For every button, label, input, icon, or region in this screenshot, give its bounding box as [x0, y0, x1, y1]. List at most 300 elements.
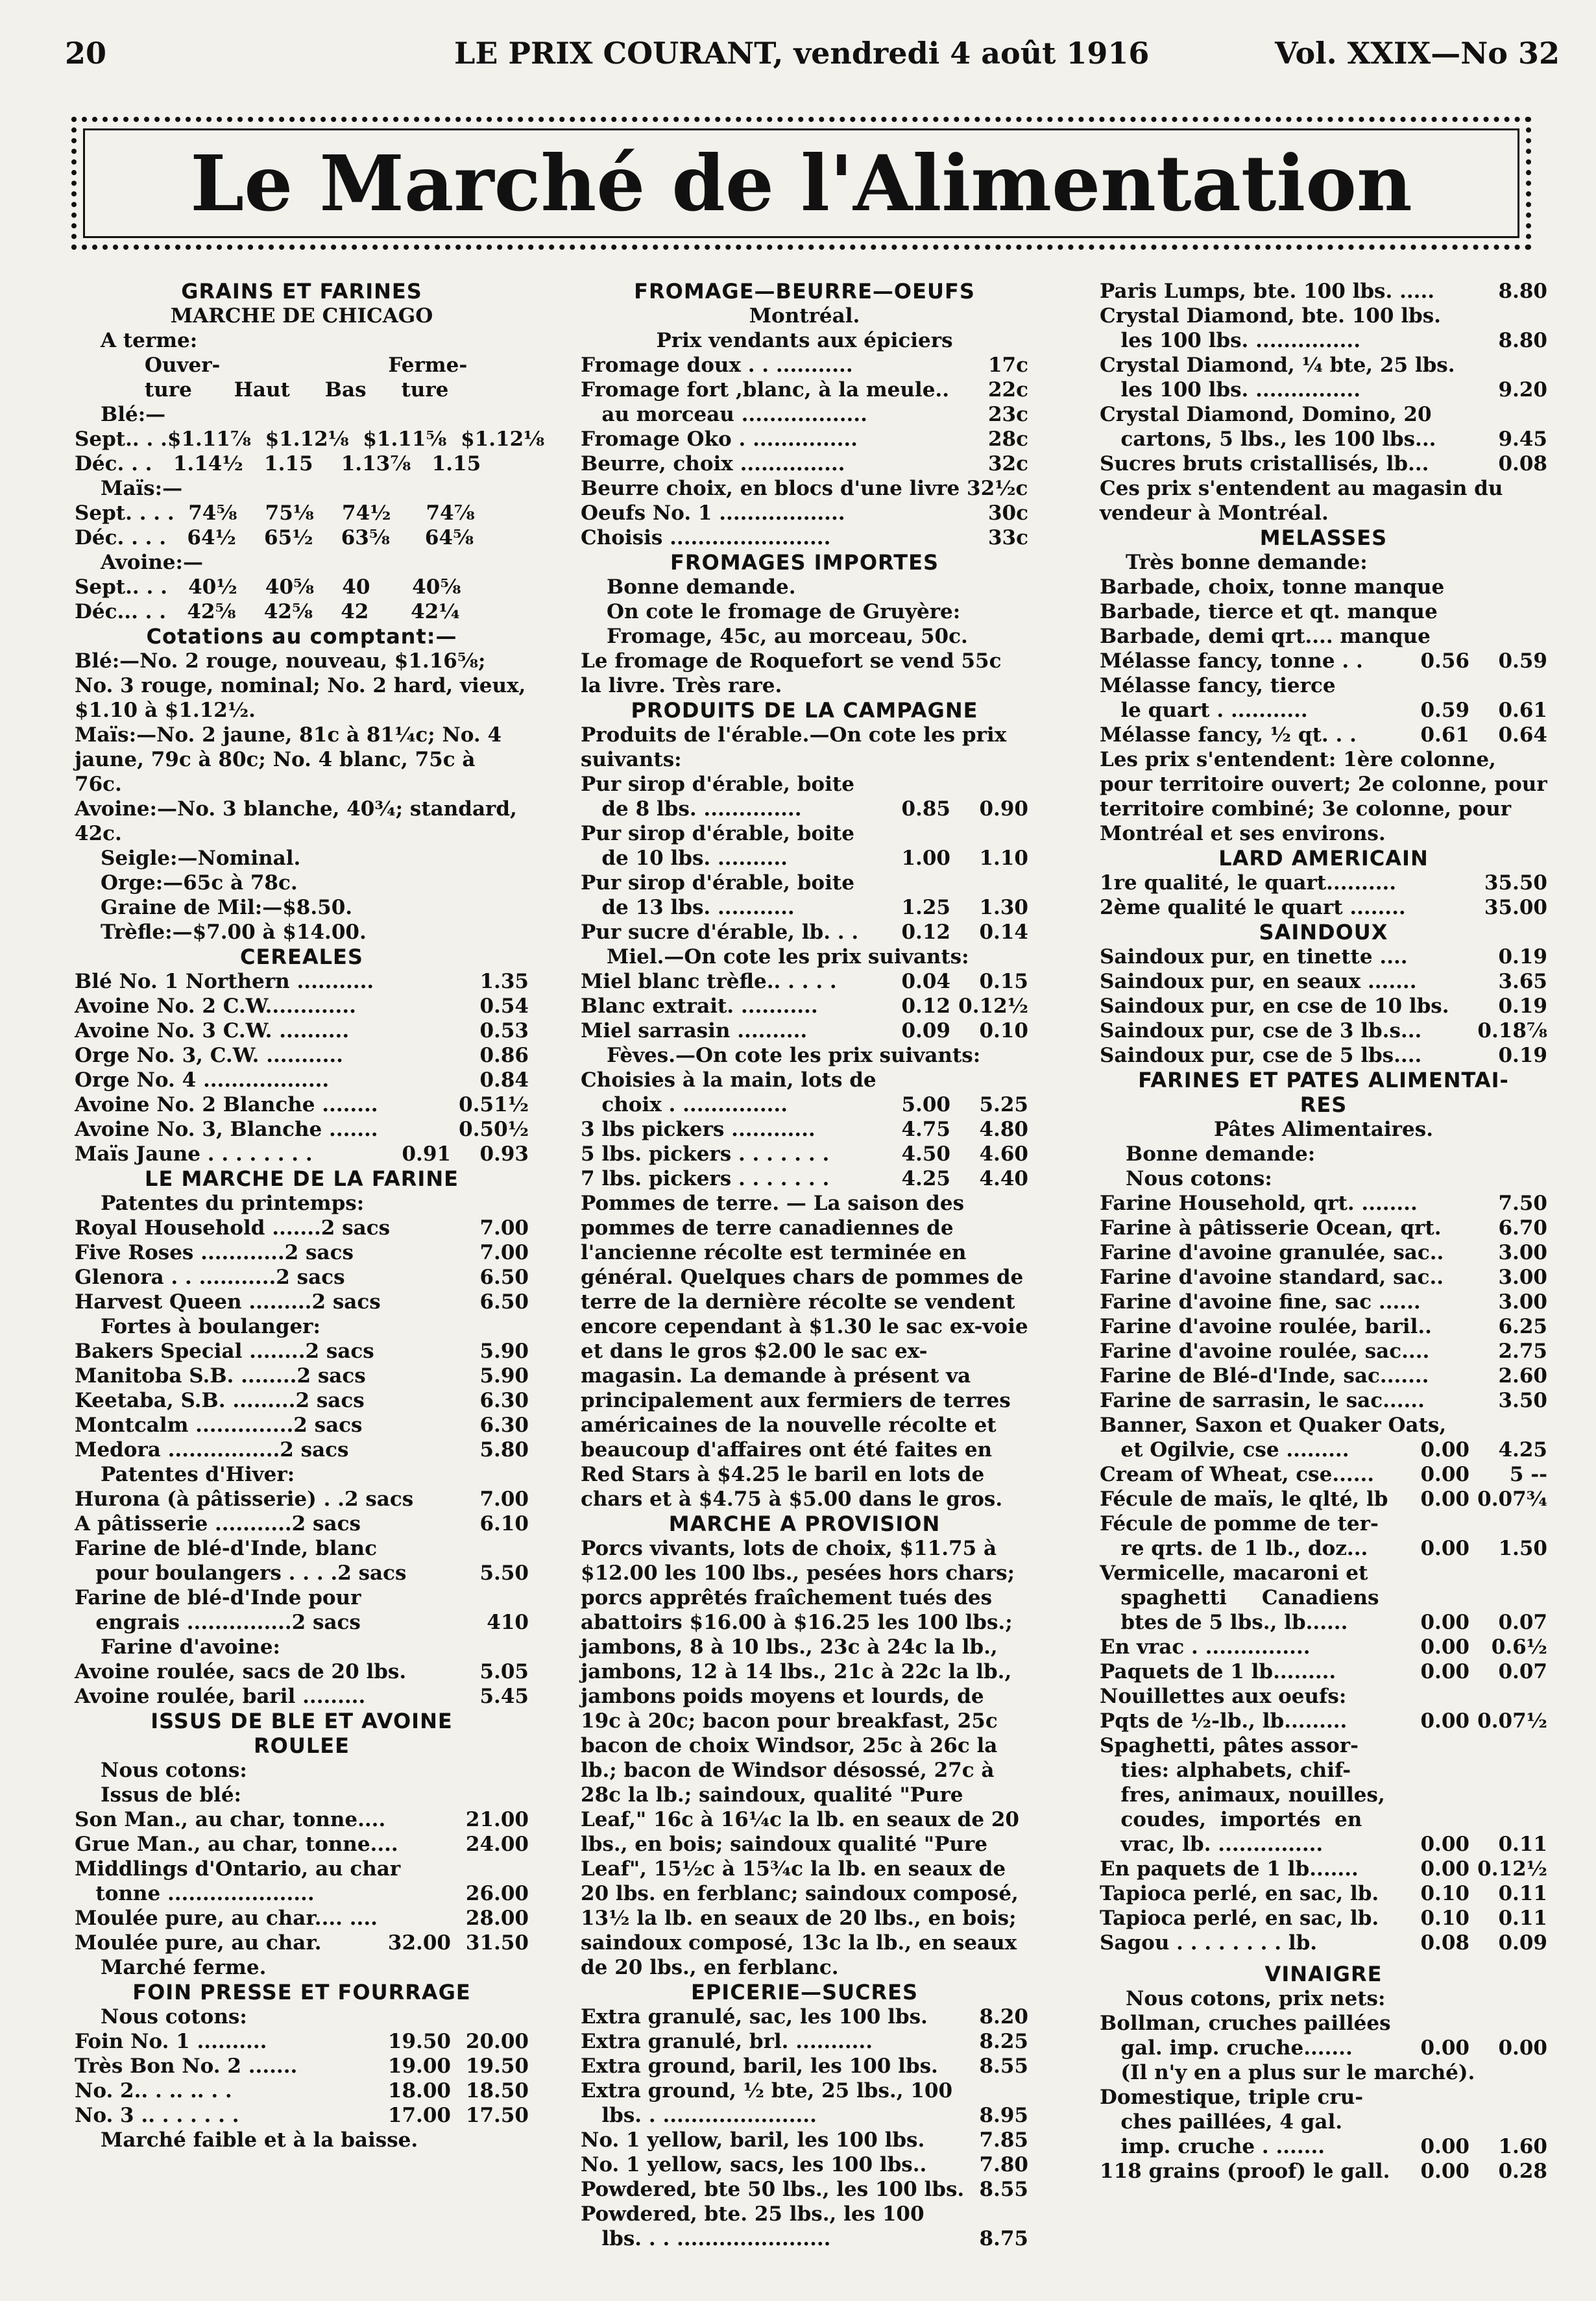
price-row — [75, 2103, 529, 2128]
price-row — [75, 1684, 529, 1709]
text-line — [1100, 1807, 1547, 1832]
price-row — [581, 427, 1028, 452]
item-label: Extra ground, baril, les 100 lbs. — [581, 2054, 938, 2078]
price-row — [75, 994, 529, 1018]
price-value: 8.80 — [1498, 280, 1547, 303]
price-row — [1100, 1339, 1547, 1364]
price-value: 0.11 — [1498, 1907, 1547, 1930]
price-row — [581, 895, 1028, 920]
price-value: 18.50 — [465, 2079, 529, 2102]
price-first: 0.00 — [1420, 1537, 1469, 1560]
item-label: Sept. . . . 74⅝ 75⅛ 74½ 74⅞ — [75, 501, 475, 525]
text-line — [1100, 402, 1547, 427]
item-label: Powdered, bte. 25 lbs., les 100 — [581, 2202, 925, 2226]
text-line — [1100, 304, 1547, 328]
item-label: Patentes du printemps: — [101, 1192, 365, 1215]
section-heading — [1100, 525, 1547, 550]
text-line — [1100, 476, 1547, 525]
price-value: 17c — [987, 354, 1028, 377]
price-value: 8.95 — [979, 2104, 1028, 2127]
price-value: 1.10 — [979, 847, 1028, 870]
item-label: Maïs Jaune . . . . . . . . — [75, 1142, 313, 1166]
item-label: En vrac . ............... — [1100, 1635, 1311, 1659]
price-row — [75, 1561, 529, 1585]
price-row — [1100, 2036, 1547, 2060]
price-row — [1100, 378, 1547, 402]
price-value: 35.50 — [1484, 871, 1547, 895]
item-label: SAINDOUX — [1259, 920, 1388, 945]
item-label: Avoine No. 3 C.W. .......... — [75, 1019, 350, 1042]
price-row — [75, 1290, 529, 1314]
item-label: Orge No. 3, C.W. ........... — [75, 1044, 343, 1067]
text-line — [75, 649, 529, 723]
item-label: 7 lbs. pickers . . . . . . . — [581, 1167, 830, 1190]
price-row — [1100, 1265, 1547, 1290]
item-label: cartons, 5 lbs., les 100 lbs... — [1100, 428, 1436, 451]
item-label: btes de 5 lbs., lb...... — [1100, 1611, 1348, 1634]
section-heading — [75, 279, 529, 304]
price-first: 0.91 — [402, 1142, 451, 1166]
price-value: 0.54 — [479, 994, 529, 1018]
item-label: Graine de Mil:—$8.50. — [101, 896, 353, 919]
item-label: Montréal. — [749, 304, 860, 328]
item-label: Nous cotons: — [101, 2005, 247, 2029]
price-row — [75, 1438, 529, 1462]
item-label: Seigle:—Nominal. — [101, 847, 301, 870]
item-label: Avoine:—No. 3 blanche, 40¾; standard, 42c. — [75, 797, 517, 845]
price-value: 6.10 — [479, 1512, 529, 1536]
item-label: Farine de blé-d'Inde, blanc — [75, 1537, 377, 1560]
price-value: 4.60 — [979, 1142, 1028, 1166]
text-line — [75, 452, 529, 476]
item-label: Barbade, demi qrt.... manque — [1100, 625, 1431, 648]
price-value: 0.59 — [1498, 649, 1547, 673]
text-line — [1100, 1142, 1547, 1166]
text-line — [1100, 1117, 1547, 1142]
item-label: spaghetti Canadiens — [1100, 1586, 1379, 1609]
text-line — [75, 575, 529, 599]
text-line — [1100, 673, 1547, 698]
item-label: Sept.. . . 40½ 40⅝ 40 40⅝ — [75, 575, 461, 599]
price-row — [581, 1018, 1028, 1043]
item-label: lbs. . ...................... — [581, 2104, 817, 2127]
item-label: MELASSES — [1259, 525, 1388, 550]
price-row — [1100, 1216, 1547, 1240]
price-value: 0.07 — [1498, 1660, 1547, 1683]
text-line — [1100, 575, 1547, 599]
text-line — [75, 920, 529, 945]
text-line — [75, 599, 529, 624]
price-value: 5.80 — [479, 1438, 529, 1462]
item-label: No. 2.. . .. .. . . — [75, 2079, 232, 2102]
text-line — [75, 846, 529, 871]
price-row — [1100, 1314, 1547, 1339]
text-line — [581, 821, 1028, 846]
price-value: 0.28 — [1498, 2160, 1547, 2183]
price-first: 1.25 — [901, 896, 950, 919]
price-value: 20.00 — [465, 2030, 529, 2053]
item-label: Pâtes Alimentaires. — [1213, 1118, 1433, 1141]
price-value: 0.19 — [1498, 945, 1547, 969]
price-value: 7.00 — [479, 1241, 529, 1264]
item-label: Sagou . . . . . . . . lb. — [1100, 1931, 1318, 1955]
price-first: 0.00 — [1420, 1833, 1469, 1856]
item-label: Avoine roulée, baril ......... — [75, 1685, 366, 1708]
item-label: No. 3 .. . . . . . . — [75, 2104, 239, 2127]
item-label: et Ogilvie, cse ......... — [1100, 1438, 1349, 1462]
price-value: 21.00 — [465, 1808, 529, 1831]
price-row — [581, 2054, 1028, 2078]
item-label: Extra granulé, brl. ........... — [581, 2030, 873, 2053]
text-line — [581, 624, 1028, 649]
item-label: Bonne demande. — [607, 575, 796, 599]
price-row — [1100, 452, 1547, 476]
text-line — [581, 772, 1028, 797]
item-label: Nous cotons: — [1126, 1167, 1272, 1190]
price-row — [581, 1117, 1028, 1142]
text-line — [1100, 1758, 1547, 1783]
price-row — [75, 1068, 529, 1092]
price-row — [75, 969, 529, 994]
price-first: 0.00 — [1420, 1635, 1469, 1659]
item-label: Royal Household .......2 sacs — [75, 1216, 391, 1240]
section-heading — [581, 1512, 1028, 1536]
text-line — [1100, 2110, 1547, 2134]
text-line — [1100, 1585, 1547, 1610]
item-label: Prix vendants aux épiciers — [656, 329, 953, 352]
price-row — [1100, 1610, 1547, 1635]
item-label: CEREALES — [240, 945, 363, 969]
price-value: 5.05 — [479, 1660, 529, 1683]
item-label: Domestique, triple cru- — [1100, 2086, 1364, 2109]
item-label: Pur sirop d'érable, boite — [581, 871, 854, 895]
item-label: ture Haut Bas ture — [75, 378, 449, 402]
price-value: 8.80 — [1498, 329, 1547, 352]
price-first: 0.00 — [1420, 1463, 1469, 1486]
item-label: Farine d'avoine roulée, baril.. — [1100, 1315, 1432, 1338]
price-value: 6.25 — [1498, 1315, 1547, 1338]
page-number: 20 — [65, 36, 107, 71]
price-row — [581, 846, 1028, 871]
item-label: No. 1 yellow, baril, les 100 lbs. — [581, 2128, 925, 2152]
item-label: LE MARCHE DE LA FARINE — [145, 1166, 459, 1191]
price-first: 19.50 — [387, 2030, 451, 2053]
text-line — [75, 402, 529, 427]
price-row — [75, 1339, 529, 1364]
price-first: 1.00 — [901, 847, 950, 870]
price-row — [581, 525, 1028, 550]
price-first: 0.00 — [1420, 2135, 1469, 2158]
text-line — [1100, 624, 1547, 649]
item-label: Les prix s'entendent: 1ère colonne, pour territoire ouvert; 2e colonne, pour territoire combiné; 3e colonne, pour Montréal et ses environs. — [1100, 748, 1547, 845]
price-row — [75, 1832, 529, 1857]
item-label: LARD AMERICAIN — [1218, 846, 1429, 871]
item-label: gal. imp. cruche....... — [1100, 2036, 1353, 2060]
section-heading — [75, 1980, 529, 2005]
price-row — [75, 1413, 529, 1438]
price-value: 28.00 — [465, 1907, 529, 1930]
page-header — [0, 36, 1596, 81]
item-label: Saindoux pur, cse de 3 lb.s... — [1100, 1019, 1422, 1042]
price-row — [1100, 1462, 1547, 1487]
item-label: re qrts. de 1 lb., doz... — [1100, 1537, 1368, 1560]
price-row — [1100, 945, 1547, 969]
item-label: Middlings d'Ontario, au char — [75, 1857, 401, 1881]
section-heading — [1100, 1092, 1547, 1117]
price-value: 23c — [987, 403, 1028, 426]
price-row — [581, 797, 1028, 821]
price-row — [75, 1388, 529, 1413]
price-value: 7.85 — [979, 2128, 1028, 2152]
price-row — [75, 1018, 529, 1043]
item-label: Farine de Blé-d'Inde, sac....... — [1100, 1364, 1429, 1388]
column-right — [1100, 279, 1547, 2184]
item-label: MARCHE A PROVISION — [668, 1512, 941, 1536]
price-row — [75, 1931, 529, 1955]
price-first: 0.56 — [1420, 649, 1469, 673]
price-first: 0.10 — [1420, 1882, 1469, 1905]
price-value: 7.00 — [479, 1216, 529, 1240]
section-heading — [75, 1166, 529, 1191]
section-heading — [75, 624, 529, 649]
item-label: Sept.. . .$1.11⅞ $1.12⅛ $1.11⅝ $1.12⅛ — [75, 428, 545, 451]
text-line — [581, 575, 1028, 599]
section-heading — [75, 1709, 529, 1733]
price-row — [1100, 895, 1547, 920]
item-label: FROMAGES IMPORTES — [670, 550, 939, 575]
text-line — [75, 501, 529, 525]
item-label: Blé:—No. 2 rouge, nouveau, $1.16⅝; No. 3 rouge, nominal; No. 2 hard, vieux, $1.10 à $1.12½. — [75, 649, 526, 722]
text-line — [1100, 353, 1547, 378]
item-label: Barbade, tierce et qt. manque — [1100, 600, 1438, 623]
price-first: 0.00 — [1420, 1488, 1469, 1511]
item-label: Paris Lumps, bte. 100 lbs. ..... — [1100, 280, 1435, 303]
item-label: Mélasse fancy, tierce — [1100, 674, 1336, 697]
price-row — [1100, 2134, 1547, 2159]
price-value: 0.19 — [1498, 994, 1547, 1018]
text-line — [581, 649, 1028, 698]
item-label: Saindoux pur, en cse de 10 lbs. — [1100, 994, 1449, 1018]
text-line — [75, 525, 529, 550]
item-label: Déc... . . 42⅝ 42⅝ 42 42¼ — [75, 600, 460, 623]
item-label: Pommes de terre. — La saison des pommes de terre canadiennes de l'ancienne récolte est terminée en général. Quelques chars de pommes de terre de la dernière récolte se vendent encore cependant à $1.30 le sac ex-voie et dans le gros $2.00 le sac ex-magasin. La demande à présent va principalement aux fermiers de terres américaines de la nouvelle récolte et beaucoup d'affaires ont été faites en Red Stars à $4.25 le baril en lots de chars et à $4.75 à $5.00 dans le gros. — [581, 1192, 1028, 1511]
price-row — [1100, 1043, 1547, 1068]
price-value: 0.18⅞ — [1477, 1019, 1547, 1042]
price-value: 3.00 — [1498, 1290, 1547, 1314]
item-label: Farine d'avoine standard, sac.. — [1100, 1266, 1444, 1289]
item-label: Miel blanc trèfle.. . . . . — [581, 970, 837, 993]
item-label: Saindoux pur, en tinette .... — [1100, 945, 1408, 969]
price-value: 32c — [987, 452, 1028, 476]
item-label: ties: alphabets, chif- — [1100, 1759, 1351, 1782]
item-label: Keetaba, S.B. .........2 sacs — [75, 1389, 365, 1412]
price-first: 4.25 — [901, 1167, 950, 1190]
text-line — [75, 378, 529, 402]
text-line — [75, 797, 529, 846]
price-row — [581, 452, 1028, 476]
price-value: 5.90 — [479, 1364, 529, 1388]
item-label: 3 lbs pickers ............ — [581, 1118, 816, 1141]
price-value: 8.55 — [979, 2178, 1028, 2201]
price-row — [581, 501, 1028, 525]
item-label: EPICERIE—SUCRES — [690, 1980, 919, 2005]
text-line — [75, 328, 529, 353]
item-label: Marché faible et à la baisse. — [101, 2128, 418, 2152]
item-label: Farine de blé-d'Inde pour — [75, 1586, 361, 1609]
price-value: 8.20 — [979, 2005, 1028, 2029]
section-heading — [75, 1733, 529, 1758]
price-value: 0.61 — [1498, 699, 1547, 722]
price-value: 8.75 — [979, 2227, 1028, 2250]
text-line — [581, 945, 1028, 969]
price-row — [1100, 427, 1547, 452]
price-row — [1100, 994, 1547, 1018]
price-row — [1100, 1191, 1547, 1216]
price-row — [581, 2226, 1028, 2251]
price-value: 0.6½ — [1491, 1635, 1547, 1659]
item-label: Farine à pâtisserie Ocean, qrt. — [1100, 1216, 1442, 1240]
text-line — [581, 1536, 1028, 1980]
item-label: VINAIGRE — [1264, 1962, 1383, 1986]
item-label: ISSUS DE BLE ET AVOINE — [151, 1709, 453, 1733]
item-label: Vermicelle, macaroni et — [1100, 1561, 1368, 1585]
price-value: 5 -- — [1509, 1463, 1547, 1486]
item-label: 2ème qualité le quart ........ — [1100, 896, 1406, 919]
price-first: 0.00 — [1420, 1660, 1469, 1683]
text-line — [581, 1043, 1028, 1068]
item-label: Fromage fort ,blanc, à la meule.. — [581, 378, 950, 402]
item-label: Cotations au comptant:— — [146, 624, 457, 649]
item-label: Farine d'avoine roulée, sac.... — [1100, 1340, 1430, 1363]
item-label: Marché ferme. — [101, 1956, 267, 1979]
item-label: Avoine No. 3, Blanche ....... — [75, 1118, 378, 1141]
price-first: 32.00 — [387, 1931, 451, 1955]
price-value: 5.50 — [479, 1561, 529, 1585]
price-value: 3.65 — [1498, 970, 1547, 993]
price-row — [1100, 1832, 1547, 1857]
section-heading — [581, 698, 1028, 723]
price-row — [1100, 1438, 1547, 1462]
item-label: Fromage, 45c, au morceau, 50c. — [607, 625, 968, 648]
section-heading — [581, 550, 1028, 575]
text-line — [581, 328, 1028, 353]
price-row — [75, 1659, 529, 1684]
item-label: On cote le fromage de Gruyère: — [607, 600, 961, 623]
item-label: Saindoux pur, en seaux ....... — [1100, 970, 1417, 993]
item-label: Maïs:— — [101, 477, 183, 500]
text-line — [75, 1857, 529, 1881]
item-label: Très bonne demande: — [1126, 551, 1368, 574]
text-line — [75, 1955, 529, 1980]
item-label: au morceau .................. — [581, 403, 867, 426]
item-label: Choisies à la main, lots de — [581, 1068, 877, 1092]
price-value: 4.80 — [979, 1118, 1028, 1141]
price-first: 0.09 — [901, 1019, 950, 1042]
price-value: 3.00 — [1498, 1241, 1547, 1264]
text-line — [75, 895, 529, 920]
text-line — [1100, 599, 1547, 624]
item-label: Choisis ....................... — [581, 526, 831, 549]
price-value: 31.50 — [465, 1931, 529, 1955]
price-row — [1100, 1290, 1547, 1314]
item-label: lbs. . . ...................... — [581, 2227, 831, 2250]
price-first: 0.00 — [1420, 2160, 1469, 2183]
item-label: Blanc extrait. ........... — [581, 994, 818, 1018]
item-label: Déc. . . 1.14½ 1.15 1.13⅞ 1.15 — [75, 452, 481, 476]
price-value: 19.50 — [465, 2054, 529, 2078]
text-line — [75, 1783, 529, 1807]
price-first: 0.00 — [1420, 2036, 1469, 2060]
item-label: (Il n'y en a plus sur le marché). — [1100, 2061, 1475, 2084]
price-row — [581, 2029, 1028, 2054]
section-heading — [75, 945, 529, 969]
price-value: 24.00 — [465, 1833, 529, 1856]
price-row — [75, 1092, 529, 1117]
price-first: 0.00 — [1420, 1611, 1469, 1634]
item-label: Powdered, bte 50 lbs., les 100 lbs. — [581, 2178, 965, 2201]
section-heading — [1100, 1068, 1547, 1092]
section-banner — [71, 117, 1531, 250]
price-first: 0.04 — [901, 970, 950, 993]
price-row — [75, 1240, 529, 1265]
price-row — [1100, 1857, 1547, 1881]
section-heading — [581, 279, 1028, 304]
price-value: 0.12½ — [958, 994, 1028, 1018]
item-label: choix . ............... — [581, 1093, 788, 1116]
item-label: Paquets de 1 lb......... — [1100, 1660, 1336, 1683]
item-label: Fécule de maïs, le qlté, lb — [1100, 1488, 1388, 1511]
item-label: ROULEE — [254, 1733, 350, 1758]
item-label: Sucres bruts cristallisés, lb... — [1100, 452, 1429, 476]
item-label: Maïs:—No. 2 jaune, 81c à 81¼c; No. 4 jaune, 79c à 80c; No. 4 blanc, 75c à 76c. — [75, 723, 502, 796]
item-label: GRAINS ET FARINES — [181, 279, 422, 304]
price-value: 33c — [987, 526, 1028, 549]
item-label: Avoine roulée, sacs de 20 lbs. — [75, 1660, 407, 1683]
price-row — [581, 2005, 1028, 2029]
item-label: Orge:—65c à 78c. — [101, 871, 298, 895]
price-row — [1100, 723, 1547, 747]
item-label: Miel sarrasin .......... — [581, 1019, 808, 1042]
price-row — [1100, 1364, 1547, 1388]
item-label: Bollman, cruches paillées — [1100, 2012, 1391, 2035]
price-value: 6.30 — [479, 1389, 529, 1412]
item-label: vrac, lb. ............... — [1100, 1833, 1324, 1856]
item-label: Banner, Saxon et Quaker Oats, — [1100, 1414, 1447, 1437]
item-label: Déc. . . . 64½ 65½ 63⅝ 64⅝ — [75, 526, 474, 549]
price-value: 4.25 — [1498, 1438, 1547, 1462]
item-label: Grue Man., au char, tonne.... — [75, 1833, 398, 1856]
item-label: Moulée pure, au char. — [75, 1931, 322, 1955]
price-row — [581, 1166, 1028, 1191]
column-left — [75, 279, 545, 2152]
price-row — [1100, 1388, 1547, 1413]
item-label: Avoine No. 2 C.W............. — [75, 994, 356, 1018]
price-first: 5.00 — [901, 1093, 950, 1116]
price-row — [1100, 1240, 1547, 1265]
text-line — [581, 476, 1028, 501]
price-row — [75, 2054, 529, 2078]
price-value: 6.70 — [1498, 1216, 1547, 1240]
price-row — [75, 2078, 529, 2103]
price-row — [581, 378, 1028, 402]
text-line — [75, 1191, 529, 1216]
price-row — [1100, 1536, 1547, 1561]
price-value: 1.35 — [479, 970, 529, 993]
item-label: Pur sirop d'érable, boite — [581, 773, 854, 796]
price-value: 0.12½ — [1477, 1857, 1547, 1881]
price-row — [581, 1142, 1028, 1166]
item-label: Issus de blé: — [101, 1783, 241, 1807]
